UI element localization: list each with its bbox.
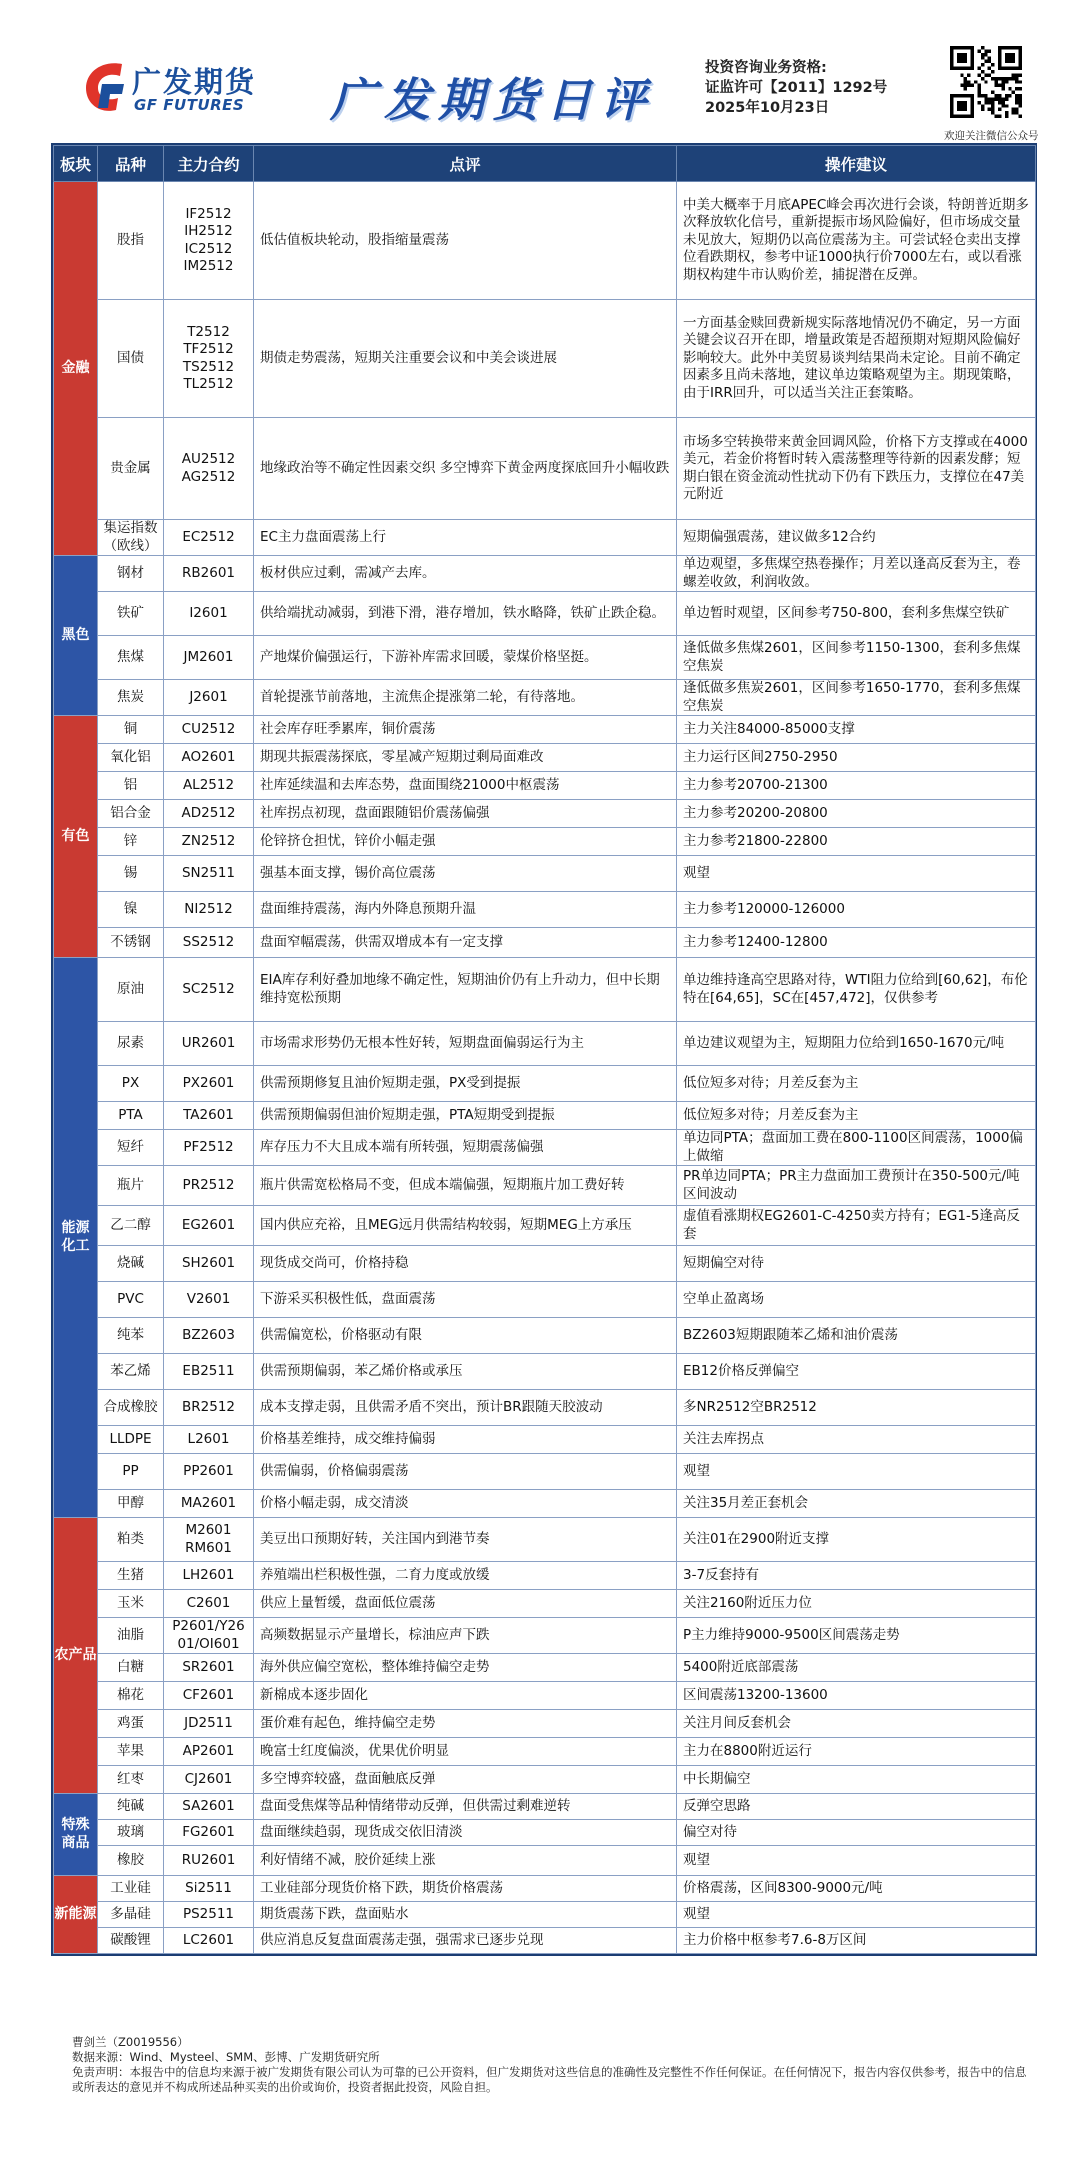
variety-cell: 油脂 [98, 1618, 164, 1654]
advice-cell: 价格震荡，区间8300-9000元/吨 [677, 1876, 1036, 1902]
comment-cell: 供应消息反复盘面震荡走强，强需求已逐步兑现 [254, 1928, 677, 1954]
variety-cell: 生猪 [98, 1562, 164, 1590]
wechat-qr-code-icon[interactable] [950, 46, 1022, 118]
sector-cell: 特殊 商品 [54, 1794, 98, 1876]
col-header-contract: 主力合约 [164, 146, 254, 182]
variety-cell: 股指 [98, 182, 164, 300]
comment-cell: 新棉成本逐步固化 [254, 1682, 677, 1710]
contract-cell: AU2512 AG2512 [164, 418, 254, 520]
variety-cell: 瓶片 [98, 1166, 164, 1206]
table-row [54, 182, 1036, 300]
table-row [54, 300, 1036, 418]
advice-cell: 主力参考20200-20800 [677, 800, 1036, 828]
contract-cell: FG2601 [164, 1820, 254, 1846]
table-row [54, 592, 1036, 636]
variety-cell: 乙二醇 [98, 1206, 164, 1246]
contract-cell: PP2601 [164, 1454, 254, 1490]
table-row [54, 1562, 1036, 1590]
variety-cell: 苹果 [98, 1738, 164, 1766]
advice-cell: 逢低做多焦煤2601，区间参考1150-1300，套利多焦煤空焦炭 [677, 636, 1036, 680]
advice-cell: 单边建议观望为主，短期阻力位给到1650-1670元/吨 [677, 1022, 1036, 1066]
table-row [54, 1820, 1036, 1846]
comment-cell: 供需预期偏弱但油价短期走强，PTA短期受到提振 [254, 1102, 677, 1130]
comment-cell: 价格小幅走弱，成交清淡 [254, 1490, 677, 1518]
contract-cell: NI2512 [164, 892, 254, 928]
advice-cell: 低位短多对待；月差反套为主 [677, 1066, 1036, 1102]
table-row [54, 1794, 1036, 1820]
col-header-advice: 操作建议 [677, 146, 1036, 182]
comment-cell: 供需预期修复且油价短期走强，PX受到提振 [254, 1066, 677, 1102]
variety-cell: 铝合金 [98, 800, 164, 828]
table-row [54, 716, 1036, 744]
advice-cell: 观望 [677, 856, 1036, 892]
comment-cell: 低估值板块轮动，股指缩量震荡 [254, 182, 677, 300]
contract-cell: SC2512 [164, 958, 254, 1022]
comment-cell: 期现共振震荡探底，零星减产短期过剩局面难改 [254, 744, 677, 772]
license-line-1: 投资咨询业务资格: [705, 60, 827, 76]
variety-cell: 原油 [98, 958, 164, 1022]
comment-cell: 社会库存旺季累库，铜价震荡 [254, 716, 677, 744]
advice-cell: 5400附近底部震荡 [677, 1654, 1036, 1682]
contract-cell: PS2511 [164, 1902, 254, 1928]
advice-cell: 虚值看涨期权EG2601-C-4250卖方持有；EG1-5逢高反套 [677, 1206, 1036, 1246]
gf-logo-icon [82, 58, 128, 116]
table-body [54, 182, 1036, 1954]
contract-cell: T2512 TF2512 TS2512 TL2512 [164, 300, 254, 418]
table-row [54, 1390, 1036, 1426]
contract-cell: PF2512 [164, 1130, 254, 1166]
logo-english-name: GF FUTURES [134, 96, 245, 114]
advice-cell: 单边维持逢高空思路对待，WTI阻力位给到[60,62]，布伦特在[64,65]，SC在[457,472]，仅供参考 [677, 958, 1036, 1022]
variety-cell: 碳酸锂 [98, 1928, 164, 1954]
advice-cell: 多NR2512空BR2512 [677, 1390, 1036, 1426]
contract-cell: TA2601 [164, 1102, 254, 1130]
comment-cell: 成本支撑走弱，且供需矛盾不突出，预计BR跟随天胶波动 [254, 1390, 677, 1426]
table-row [54, 556, 1036, 592]
table-row [54, 828, 1036, 856]
advice-cell: BZ2603短期跟随苯乙烯和油价震荡 [677, 1318, 1036, 1354]
advice-cell: 关注去库拐点 [677, 1426, 1036, 1454]
advice-cell: 3-7反套持有 [677, 1562, 1036, 1590]
table-row [54, 1102, 1036, 1130]
comment-cell: 盘面维持震荡，海内外降息预期升温 [254, 892, 677, 928]
table-row [54, 800, 1036, 828]
variety-cell: 短纤 [98, 1130, 164, 1166]
col-header-comment: 点评 [254, 146, 677, 182]
table-row [54, 680, 1036, 716]
variety-cell: 铝 [98, 772, 164, 800]
advice-cell: P主力维持9000-9500区间震荡走势 [677, 1618, 1036, 1654]
license-info [705, 58, 887, 118]
variety-cell: 锡 [98, 856, 164, 892]
contract-cell: CF2601 [164, 1682, 254, 1710]
variety-cell: 镍 [98, 892, 164, 928]
variety-cell: PVC [98, 1282, 164, 1318]
comment-cell: 伦锌挤仓担忧，锌价小幅走强 [254, 828, 677, 856]
comment-cell: 地缘政治等不确定性因素交织 多空博弈下黄金两度探底回升小幅收跌 [254, 418, 677, 520]
variety-cell: 玻璃 [98, 1820, 164, 1846]
contract-cell: JM2601 [164, 636, 254, 680]
variety-cell: 铜 [98, 716, 164, 744]
contract-cell: UR2601 [164, 1022, 254, 1066]
col-header-variety: 品种 [98, 146, 164, 182]
contract-cell: Si2511 [164, 1876, 254, 1902]
contract-cell: CU2512 [164, 716, 254, 744]
table-row [54, 1130, 1036, 1166]
variety-cell: 纯苯 [98, 1318, 164, 1354]
table-row [54, 1654, 1036, 1682]
col-header-sector: 板块 [54, 146, 98, 182]
advice-cell: PR单边同PTA；PR主力盘面加工费预计在350-500元/吨区间波动 [677, 1166, 1036, 1206]
variety-cell: 贵金属 [98, 418, 164, 520]
contract-cell: RB2601 [164, 556, 254, 592]
contract-cell: MA2601 [164, 1490, 254, 1518]
comment-cell: 晚富士红度偏淡，优果优价明显 [254, 1738, 677, 1766]
variety-cell: 锌 [98, 828, 164, 856]
report-footer [72, 2035, 1032, 2095]
advice-cell: EB12价格反弹偏空 [677, 1354, 1036, 1390]
variety-cell: 白糖 [98, 1654, 164, 1682]
advice-cell: 主力参考20700-21300 [677, 772, 1036, 800]
variety-cell: 红枣 [98, 1766, 164, 1794]
license-line-2: 证监许可【2011】1292号 [705, 80, 888, 96]
contract-cell: L2601 [164, 1426, 254, 1454]
report-title: 广发期货日评 [330, 73, 654, 127]
contract-cell: ZN2512 [164, 828, 254, 856]
qr-caption: 欢迎关注微信公众号 [944, 130, 1039, 142]
table-row [54, 418, 1036, 520]
table-header-row [54, 146, 1036, 182]
variety-cell: 集运指数 （欧线） [98, 520, 164, 556]
comment-cell: 盘面继续趋弱，现货成交依旧清淡 [254, 1820, 677, 1846]
advice-cell: 关注月间反套机会 [677, 1710, 1036, 1738]
contract-cell: AO2601 [164, 744, 254, 772]
contract-cell: SS2512 [164, 928, 254, 958]
advice-cell: 偏空对待 [677, 1820, 1036, 1846]
comment-cell: 库存压力不大且成本端有所转强，短期震荡偏强 [254, 1130, 677, 1166]
contract-cell: AL2512 [164, 772, 254, 800]
variety-cell: 苯乙烯 [98, 1354, 164, 1390]
advice-cell: 逢低做多焦炭2601，区间参考1650-1770，套利多焦煤空焦炭 [677, 680, 1036, 716]
contract-cell: BZ2603 [164, 1318, 254, 1354]
advice-cell: 主力在8800附近运行 [677, 1738, 1036, 1766]
variety-cell: 鸡蛋 [98, 1710, 164, 1738]
contract-cell: AD2512 [164, 800, 254, 828]
advice-cell: 区间震荡13200-13600 [677, 1682, 1036, 1710]
variety-cell: 焦煤 [98, 636, 164, 680]
variety-cell: 粕类 [98, 1518, 164, 1562]
table-row [54, 520, 1036, 556]
comment-cell: 工业硅部分现货价格下跌，期货价格震荡 [254, 1876, 677, 1902]
comment-cell: 美豆出口预期好转，关注国内到港节奏 [254, 1518, 677, 1562]
table-row [54, 1766, 1036, 1794]
advice-cell: 观望 [677, 1846, 1036, 1876]
variety-cell: PX [98, 1066, 164, 1102]
advice-cell: 关注01在2900附近支撑 [677, 1518, 1036, 1562]
advice-cell: 空单止盈离场 [677, 1282, 1036, 1318]
advice-cell: 主力价格中枢参考7.6-8万区间 [677, 1928, 1036, 1954]
table-row [54, 636, 1036, 680]
comment-cell: 首轮提涨节前落地，主流焦企提涨第二轮，有待落地。 [254, 680, 677, 716]
table-row [54, 1206, 1036, 1246]
table-row [54, 1618, 1036, 1654]
table-row [54, 1490, 1036, 1518]
table-row [54, 1738, 1036, 1766]
report-date: 2025年10月23日 [705, 100, 830, 116]
contract-cell: BR2512 [164, 1390, 254, 1426]
contract-cell: AP2601 [164, 1738, 254, 1766]
comment-cell: 供需预期偏弱，苯乙烯价格或承压 [254, 1354, 677, 1390]
variety-cell: 工业硅 [98, 1876, 164, 1902]
comment-cell: 高频数据显示产量增长，棕油应声下跌 [254, 1618, 677, 1654]
table-row [54, 1354, 1036, 1390]
comment-cell: 养殖端出栏积极性强，二育力度或放缓 [254, 1562, 677, 1590]
comment-cell: 多空博弈较盛，盘面触底反弹 [254, 1766, 677, 1794]
analyst-info: 曹剑兰（Z0019556） [72, 2035, 189, 2049]
table-row [54, 772, 1036, 800]
variety-cell: 玉米 [98, 1590, 164, 1618]
advice-cell: 中长期偏空 [677, 1766, 1036, 1794]
sector-cell: 有色 [54, 716, 98, 958]
sector-cell: 新能源 [54, 1876, 98, 1954]
comment-cell: 社库延续温和去库态势，盘面围绕21000中枢震荡 [254, 772, 677, 800]
advice-cell: 主力参考120000-126000 [677, 892, 1036, 928]
contract-cell: EB2511 [164, 1354, 254, 1390]
variety-cell: 焦炭 [98, 680, 164, 716]
advice-cell: 主力运行区间2750-2950 [677, 744, 1036, 772]
comment-cell: 盘面窄幅震荡，供需双增成本有一定支撑 [254, 928, 677, 958]
contract-cell: I2601 [164, 592, 254, 636]
contract-cell: PR2512 [164, 1166, 254, 1206]
comment-cell: 市场需求形势仍无根本性好转，短期盘面偏弱运行为主 [254, 1022, 677, 1066]
table-row [54, 1426, 1036, 1454]
advice-cell: 主力关注84000-85000支撑 [677, 716, 1036, 744]
advice-cell: 主力参考12400-12800 [677, 928, 1036, 958]
logo-chinese-name: 广发期货 [132, 65, 257, 99]
advice-cell: 低位短多对待；月差反套为主 [677, 1102, 1036, 1130]
advice-cell: 单边暂时观望，区间参考750-800，套利多焦煤空铁矿 [677, 592, 1036, 636]
comment-cell: 国内供应充裕，且MEG远月供需结构较弱，短期MEG上方承压 [254, 1206, 677, 1246]
comment-cell: 供需偏弱，价格偏弱震荡 [254, 1454, 677, 1490]
contract-cell: J2601 [164, 680, 254, 716]
variety-cell: 国债 [98, 300, 164, 418]
variety-cell: 不锈钢 [98, 928, 164, 958]
table-row [54, 892, 1036, 928]
sector-cell: 农产品 [54, 1518, 98, 1794]
comment-cell: 供需偏宽松，价格驱动有限 [254, 1318, 677, 1354]
variety-cell: 尿素 [98, 1022, 164, 1066]
variety-cell: 烧碱 [98, 1246, 164, 1282]
variety-cell: 纯碱 [98, 1794, 164, 1820]
comment-cell: 价格基差维持，成交维持偏弱 [254, 1426, 677, 1454]
contract-cell: LC2601 [164, 1928, 254, 1954]
comment-cell: 瓶片供需宽松格局不变，但成本端偏强，短期瓶片加工费好转 [254, 1166, 677, 1206]
variety-cell: 甲醇 [98, 1490, 164, 1518]
advice-cell: 关注35月差正套机会 [677, 1490, 1036, 1518]
comment-cell: 供给端扰动减弱，到港下滑，港存增加，铁水略降，铁矿止跌企稳。 [254, 592, 677, 636]
table-row [54, 1282, 1036, 1318]
advice-cell: 中美大概率于月底APEC峰会再次进行会谈，特朗普近期多次释放软化信号，重新提振市场风险偏好，但市场成交量未见放大，短期仍以高位震荡为主。可尝试轻仓卖出支撑位看跌期权，参考中证1000执行价7000左右，或以看涨期权构建牛市认购价差，捕捉潜在反弹。 [677, 182, 1036, 300]
advice-cell: 单边同PTA；盘面加工费在800-1100区间震荡，1000偏上做缩 [677, 1130, 1036, 1166]
table-row [54, 1318, 1036, 1354]
advice-cell: 单边观望，多焦煤空热卷操作；月差以逢高反套为主，卷螺差收敛，利润收敛。 [677, 556, 1036, 592]
comment-cell: 蛋价难有起色，维持偏空走势 [254, 1710, 677, 1738]
disclaimer: 免责声明：本报告中的信息均来源于被广发期货有限公司认为可靠的已公开资料，但广发期货对这些信息的准确性及完整性不作任何保证。在任何情况下，报告内容仅供参考，报告中的信息或所表达的意见并不构成所述品种买卖的出价或询价，投资者据此投资，风险自担。 [72, 2065, 1027, 2094]
comment-cell: 利好情绪不减，胶价延续上涨 [254, 1846, 677, 1876]
advice-cell: 观望 [677, 1454, 1036, 1490]
advice-cell: 短期偏空对待 [677, 1246, 1036, 1282]
comment-cell: 现货成交尚可，价格持稳 [254, 1246, 677, 1282]
variety-cell: PTA [98, 1102, 164, 1130]
comment-cell: 强基本面支撑，锡价高位震荡 [254, 856, 677, 892]
table-row [54, 958, 1036, 1022]
comment-cell: 期货震荡下跌，盘面贴水 [254, 1902, 677, 1928]
contract-cell: SN2511 [164, 856, 254, 892]
variety-cell: 合成橡胶 [98, 1390, 164, 1426]
table-row [54, 1846, 1036, 1876]
advice-cell: 关注2160附近压力位 [677, 1590, 1036, 1618]
contract-cell: PX2601 [164, 1066, 254, 1102]
comment-cell: 供应上量暂缓，盘面低位震荡 [254, 1590, 677, 1618]
data-source: 数据来源：Wind、Mysteel、SMM、彭博、广发期货研究所 [72, 2050, 380, 2064]
variety-cell: LLDPE [98, 1426, 164, 1454]
advice-cell: 观望 [677, 1902, 1036, 1928]
contract-cell: C2601 [164, 1590, 254, 1618]
contract-cell: P2601/Y26 01/OI601 [164, 1618, 254, 1654]
contract-cell: LH2601 [164, 1562, 254, 1590]
sector-cell: 能源 化工 [54, 958, 98, 1518]
comment-cell: 期债走势震荡，短期关注重要会议和中美会谈进展 [254, 300, 677, 418]
advice-cell: 主力参考21800-22800 [677, 828, 1036, 856]
table-row [54, 1590, 1036, 1618]
table-row [54, 1518, 1036, 1562]
commodity-table [51, 143, 1037, 1956]
sector-cell: 黑色 [54, 556, 98, 716]
comment-cell: EC主力盘面震荡上行 [254, 520, 677, 556]
table-row [54, 1928, 1036, 1954]
contract-cell: IF2512 IH2512 IC2512 IM2512 [164, 182, 254, 300]
table-row [54, 1876, 1036, 1902]
comment-cell: 社库拐点初现，盘面跟随铝价震荡偏强 [254, 800, 677, 828]
table-row [54, 856, 1036, 892]
company-logo [82, 58, 282, 118]
table-row [54, 1902, 1036, 1928]
variety-cell: 铁矿 [98, 592, 164, 636]
contract-cell: EC2512 [164, 520, 254, 556]
advice-cell: 市场多空转换带来黄金回调风险，价格下方支撑或在4000美元，若金价将暂时转入震荡整理等待新的因素发酵；短期白银在资金流动性扰动下仍有下跌压力，支撑位在47美元附近 [677, 418, 1036, 520]
comment-cell: 海外供应偏空宽松，整体维持偏空走势 [254, 1654, 677, 1682]
contract-cell: SR2601 [164, 1654, 254, 1682]
contract-cell: RU2601 [164, 1846, 254, 1876]
comment-cell: 产地煤价偏强运行，下游补库需求回暖，蒙煤价格坚挺。 [254, 636, 677, 680]
table-row [54, 1022, 1036, 1066]
comment-cell: 下游采买积极性低，盘面震荡 [254, 1282, 677, 1318]
table-row [54, 1682, 1036, 1710]
table-row [54, 1454, 1036, 1490]
variety-cell: 钢材 [98, 556, 164, 592]
contract-cell: SA2601 [164, 1794, 254, 1820]
variety-cell: 多晶硅 [98, 1902, 164, 1928]
comment-cell: 盘面受焦煤等品种情绪带动反弹，但供需过剩难逆转 [254, 1794, 677, 1820]
variety-cell: 氧化铝 [98, 744, 164, 772]
table-row [54, 1066, 1036, 1102]
table-row [54, 744, 1036, 772]
report-header [0, 0, 1084, 140]
variety-cell: PP [98, 1454, 164, 1490]
table-row [54, 1710, 1036, 1738]
contract-cell: M2601 RM601 [164, 1518, 254, 1562]
contract-cell: CJ2601 [164, 1766, 254, 1794]
advice-cell: 短期偏强震荡，建议做多12合约 [677, 520, 1036, 556]
variety-cell: 橡胶 [98, 1846, 164, 1876]
comment-cell: 板材供应过剩，需减产去库。 [254, 556, 677, 592]
advice-cell: 一方面基金赎回费新规实际落地情况仍不确定，另一方面关键会议召开在即，增量政策是否超预期对短期风险偏好影响较大。此外中美贸易谈判结果尚未定论。目前不确定因素多且尚未落地，建议单边策略观望为主。期现策略，由于IRR回升，可以适当关注正套策略。 [677, 300, 1036, 418]
variety-cell: 棉花 [98, 1682, 164, 1710]
contract-cell: SH2601 [164, 1246, 254, 1282]
contract-cell: EG2601 [164, 1206, 254, 1246]
comment-cell: EIA库存利好叠加地缘不确定性，短期油价仍有上升动力，但中长期维持宽松预期 [254, 958, 677, 1022]
contract-cell: JD2511 [164, 1710, 254, 1738]
table-row [54, 928, 1036, 958]
sector-cell: 金融 [54, 182, 98, 556]
contract-cell: V2601 [164, 1282, 254, 1318]
table-row [54, 1166, 1036, 1206]
table-row [54, 1246, 1036, 1282]
advice-cell: 反弹空思路 [677, 1794, 1036, 1820]
